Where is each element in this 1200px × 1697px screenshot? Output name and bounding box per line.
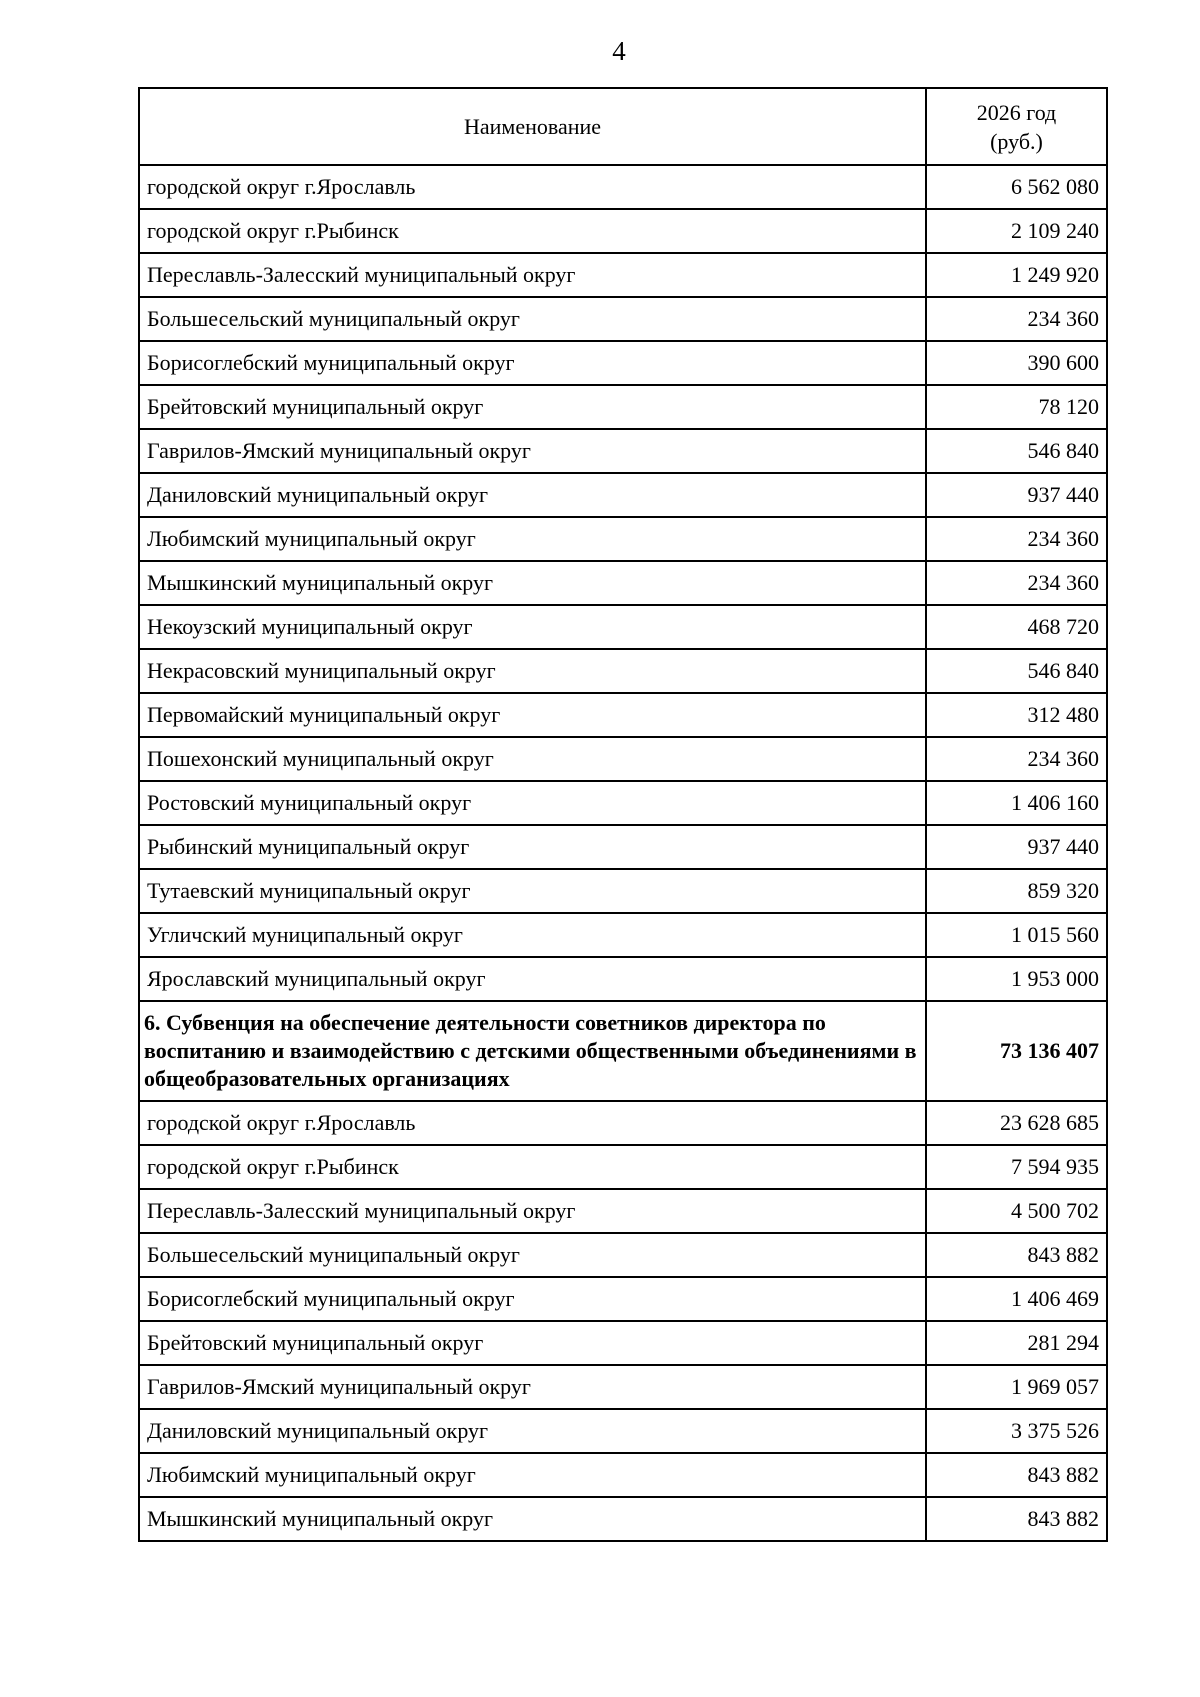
district-name: Некрасовский муниципальный округ bbox=[139, 649, 926, 693]
district-name: Переславль-Залесский муниципальный округ bbox=[139, 1189, 926, 1233]
amount-value: 234 360 bbox=[926, 297, 1107, 341]
amount-value: 234 360 bbox=[926, 561, 1107, 605]
amount-value: 3 375 526 bbox=[926, 1409, 1107, 1453]
table-row bbox=[139, 649, 1107, 693]
table-row bbox=[139, 517, 1107, 561]
table-header-row bbox=[139, 88, 1107, 165]
amount-value: 1 969 057 bbox=[926, 1365, 1107, 1409]
amount-value: 234 360 bbox=[926, 517, 1107, 561]
district-name: Мышкинский муниципальный округ bbox=[139, 1497, 926, 1541]
table-row bbox=[139, 825, 1107, 869]
table-row bbox=[139, 1409, 1107, 1453]
district-name: Мышкинский муниципальный округ bbox=[139, 561, 926, 605]
table-row bbox=[139, 1101, 1107, 1145]
table-row bbox=[139, 297, 1107, 341]
table-row bbox=[139, 957, 1107, 1001]
district-name: Даниловский муниципальный округ bbox=[139, 1409, 926, 1453]
amount-value: 23 628 685 bbox=[926, 1101, 1107, 1145]
table-row bbox=[139, 1453, 1107, 1497]
table-row bbox=[139, 385, 1107, 429]
table-row bbox=[139, 1189, 1107, 1233]
district-name: Некоузский муниципальный округ bbox=[139, 605, 926, 649]
amount-value: 78 120 bbox=[926, 385, 1107, 429]
header-year bbox=[926, 88, 1107, 165]
table-row bbox=[139, 737, 1107, 781]
table-row bbox=[139, 1233, 1107, 1277]
district-name: Любимский муниципальный округ bbox=[139, 517, 926, 561]
table-row bbox=[139, 781, 1107, 825]
district-name: Борисоглебский муниципальный округ bbox=[139, 1277, 926, 1321]
amount-value: 7 594 935 bbox=[926, 1145, 1107, 1189]
header-year-label: 2026 год bbox=[976, 99, 1057, 125]
district-name: Любимский муниципальный округ bbox=[139, 1453, 926, 1497]
amount-value: 1 406 469 bbox=[926, 1277, 1107, 1321]
district-name: Большесельский муниципальный округ bbox=[139, 1233, 926, 1277]
table-row bbox=[139, 561, 1107, 605]
amount-value: 4 500 702 bbox=[926, 1189, 1107, 1233]
amount-value: 312 480 bbox=[926, 693, 1107, 737]
amount-value: 281 294 bbox=[926, 1321, 1107, 1365]
amount-value: 1 249 920 bbox=[926, 253, 1107, 297]
table-row bbox=[139, 429, 1107, 473]
amount-value: 546 840 bbox=[926, 649, 1107, 693]
table-row bbox=[139, 1145, 1107, 1189]
header-name: Наименование bbox=[139, 88, 926, 165]
amount-value: 546 840 bbox=[926, 429, 1107, 473]
amount-value: 6 562 080 bbox=[926, 165, 1107, 209]
table-row bbox=[139, 1321, 1107, 1365]
table-row bbox=[139, 1497, 1107, 1541]
section-title: 6. Субвенция на обеспечение деятельности советников директора по воспитанию и взаимодействию с детскими общественными объединениями в общеобразовательных организациях bbox=[139, 1001, 926, 1101]
table-row bbox=[139, 913, 1107, 957]
amount-value: 468 720 bbox=[926, 605, 1107, 649]
page-number: 4 bbox=[612, 36, 626, 66]
table-row bbox=[139, 209, 1107, 253]
district-name: Борисоглебский муниципальный округ bbox=[139, 341, 926, 385]
district-name: Рыбинский муниципальный округ bbox=[139, 825, 926, 869]
district-name: Пошехонский муниципальный округ bbox=[139, 737, 926, 781]
district-name: городской округ г.Рыбинск bbox=[139, 1145, 926, 1189]
amount-value: 1 406 160 bbox=[926, 781, 1107, 825]
table-row bbox=[139, 165, 1107, 209]
amount-value: 1 953 000 bbox=[926, 957, 1107, 1001]
table-row bbox=[139, 253, 1107, 297]
amount-value: 2 109 240 bbox=[926, 209, 1107, 253]
budget-table bbox=[138, 87, 1108, 1542]
district-name: Даниловский муниципальный округ bbox=[139, 473, 926, 517]
section-row bbox=[139, 1001, 1107, 1101]
table-row bbox=[139, 869, 1107, 913]
table-row bbox=[139, 605, 1107, 649]
district-name: Брейтовский муниципальный округ bbox=[139, 385, 926, 429]
district-name: Первомайский муниципальный округ bbox=[139, 693, 926, 737]
district-name: Большесельский муниципальный округ bbox=[139, 297, 926, 341]
header-unit-label: (руб.) bbox=[990, 128, 1043, 154]
district-name: Тутаевский муниципальный округ bbox=[139, 869, 926, 913]
section-total: 73 136 407 bbox=[926, 1001, 1107, 1101]
amount-value: 1 015 560 bbox=[926, 913, 1107, 957]
table-row bbox=[139, 1365, 1107, 1409]
district-name: Угличский муниципальный округ bbox=[139, 913, 926, 957]
district-name: Гаврилов-Ямский муниципальный округ bbox=[139, 1365, 926, 1409]
district-name: Брейтовский муниципальный округ bbox=[139, 1321, 926, 1365]
district-name: Ярославский муниципальный округ bbox=[139, 957, 926, 1001]
table-row bbox=[139, 1277, 1107, 1321]
district-name: городской округ г.Ярославль bbox=[139, 165, 926, 209]
table-row bbox=[139, 693, 1107, 737]
district-name: Переславль-Залесский муниципальный округ bbox=[139, 253, 926, 297]
district-name: городской округ г.Рыбинск bbox=[139, 209, 926, 253]
amount-value: 859 320 bbox=[926, 869, 1107, 913]
amount-value: 234 360 bbox=[926, 737, 1107, 781]
amount-value: 843 882 bbox=[926, 1233, 1107, 1277]
amount-value: 843 882 bbox=[926, 1497, 1107, 1541]
district-name: Ростовский муниципальный округ bbox=[139, 781, 926, 825]
amount-value: 843 882 bbox=[926, 1453, 1107, 1497]
table-row bbox=[139, 341, 1107, 385]
amount-value: 937 440 bbox=[926, 473, 1107, 517]
district-name: городской округ г.Ярославль bbox=[139, 1101, 926, 1145]
district-name: Гаврилов-Ямский муниципальный округ bbox=[139, 429, 926, 473]
amount-value: 390 600 bbox=[926, 341, 1107, 385]
amount-value: 937 440 bbox=[926, 825, 1107, 869]
table-body bbox=[139, 165, 1107, 1541]
table-row bbox=[139, 473, 1107, 517]
